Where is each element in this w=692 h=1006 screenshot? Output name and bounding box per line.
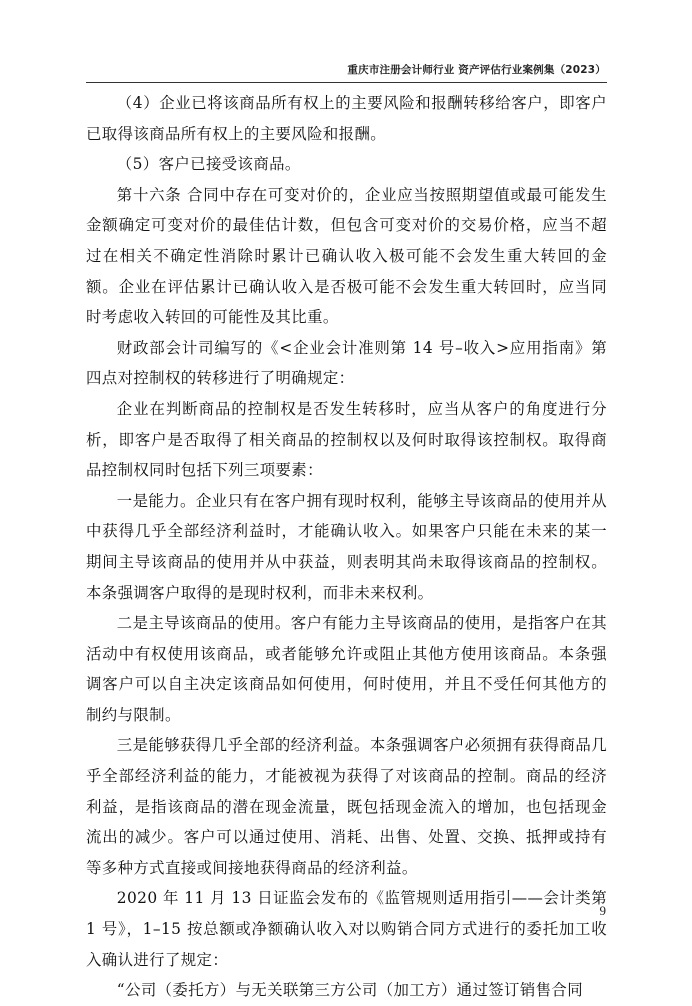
body-text	[86, 88, 607, 1006]
paragraph-item-4: （4）企业已将该商品所有权上的主要风险和报酬转移给客户，即客户已取得该商品所有权上的主要风险和报酬。	[86, 94, 607, 143]
running-header: 重庆市注册会计师行业 资产评估行业案例集（2023）	[347, 64, 606, 76]
paragraph-quote-start: “公司（委托方）与无关联第三方公司（加工方）通过签订销售合同	[116, 981, 583, 1000]
header-divider	[86, 82, 607, 83]
paragraph-element-ability: 一是能力。企业只有在客户拥有现时权利，能够主导该商品的使用并从中获得几乎全部经济利益时，才能确认收入。如果客户只能在未来的某一期间主导该商品的使用并从中获益，则表明其尚未取得该商品的控制权。本条强调客户取得的是现时权利，而非未来权利。	[86, 491, 607, 602]
page-number: 9	[599, 903, 606, 918]
paragraph-element-economic-benefits: 三是能够获得几乎全部的经济利益。本条强调客户必须拥有获得商品几乎全部经济利益的能力，才能被视为获得了对该商品的控制。商品的经济利益，是指该商品的潜在现金流量，既包括现金流入的增加，也包括现金流出的减少。客户可以通过使用、消耗、出售、处置、交换、抵押或持有等多种方式直接或间接地获得商品的经济利益。	[86, 736, 607, 877]
paragraph-article-16: 第十六条 合同中存在可变对价的，企业应当按照期望值或最可能发生金额确定可变对价的最佳估计数，但包含可变对价的交易价格，应当不超过在相关不确定性消除时累计已确认收入极可能不会发生重大转回的金额。企业在评估累计已确认收入是否极可能不会发生重大转回时，应当同时考虑收入转回的可能性及其比重。	[86, 185, 607, 327]
paragraph-control-judgment: 企业在判断商品的控制权是否发生转移时，应当从客户的角度进行分析，即客户是否取得了相关商品的控制权以及何时取得该控制权。取得商品控制权同时包括下列三项要素：	[86, 399, 607, 480]
paragraph-csrc-guideline: 2020 年 11 月 13 日证监会发布的《监管规则适用指引——会计类第 1 号》，1–15 按总额或净额确认收入对以购销合同方式进行的委托加工收入确认进行了规定：	[86, 889, 607, 969]
paragraph-item-5: （5）客户已接受该商品。	[116, 155, 301, 174]
paragraph-element-direct-use: 二是主导该商品的使用。客户有能力主导该商品的使用，是指客户在其活动中有权使用该商品，或者能够允许或阻止其他方使用该商品。本条强调客户可以自主决定该商品如何使用，何时使用，并且不受任何其他方的制约与限制。	[86, 614, 607, 724]
paragraph-guide-intro: 财政部会计司编写的《<企业会计准则第 14 号–收入>应用指南》第四点对控制权的转移进行了明确规定：	[86, 338, 607, 388]
